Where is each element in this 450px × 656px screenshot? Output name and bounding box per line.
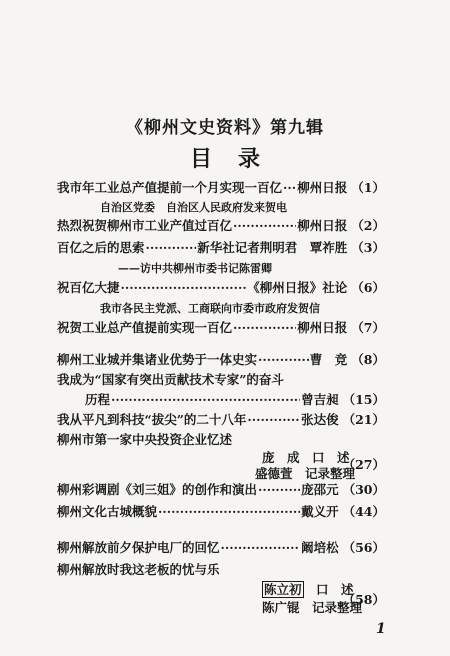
toc-entry[interactable] bbox=[57, 318, 385, 340]
entry-page: （8） bbox=[351, 352, 385, 367]
entry-author: 柳州日报 bbox=[297, 320, 348, 335]
entry-page: （21） bbox=[342, 412, 385, 427]
entry-title: 历程 bbox=[85, 392, 111, 407]
toc-entry[interactable] bbox=[57, 480, 385, 502]
leader-dots bbox=[146, 240, 197, 255]
leader-dots bbox=[258, 352, 309, 367]
entry-title: 柳州文化古城概貌 bbox=[57, 504, 158, 519]
entry-title: 我从平凡到科技“拔尖”的二十八年 bbox=[57, 412, 247, 427]
entry-title: 祝贺工业总产值提前实现一百亿 bbox=[57, 320, 233, 335]
entry-page: （58） bbox=[342, 592, 385, 607]
entry-page: （7） bbox=[351, 320, 385, 335]
boxed-name: 陈立初 bbox=[264, 582, 302, 597]
entry-author: 曹 竞 bbox=[309, 352, 348, 367]
entry-author: 阚培松 bbox=[301, 540, 339, 555]
toc-entry-line[interactable] bbox=[57, 370, 385, 392]
toc-entry[interactable] bbox=[57, 278, 385, 300]
entry-page: （2） bbox=[351, 218, 385, 233]
entry-page: （56） bbox=[342, 540, 385, 555]
leader-dots bbox=[233, 320, 296, 335]
toc-entry[interactable] bbox=[57, 350, 385, 372]
entry-title: 热烈祝贺柳州市工业产值过百亿 bbox=[57, 218, 233, 233]
entry-author: 柳州日报 bbox=[297, 180, 348, 195]
series-title: 《柳州文史资料》第九辑 bbox=[126, 118, 324, 138]
toc-title: 目录 bbox=[189, 146, 286, 172]
entry-page: （1） bbox=[351, 180, 385, 195]
entry-title: 我市年工业总产值提前一个月实现一百亿 bbox=[57, 180, 283, 195]
entry-title: 我成为“国家有突出贡献技术专家”的奋斗 bbox=[57, 372, 284, 387]
credit-role: 口 述 bbox=[303, 582, 354, 597]
toc-entry[interactable] bbox=[57, 178, 385, 200]
leader-dots bbox=[247, 412, 300, 427]
entry-author: 张达俊 bbox=[301, 412, 339, 427]
leader-dots bbox=[221, 540, 301, 555]
entry-author: 庞邵元 bbox=[301, 482, 339, 497]
entry-author: 柳州日报 bbox=[297, 218, 348, 233]
entry-author: 戴义开 bbox=[301, 504, 339, 519]
entry-title: 柳州解放前夕保护电厂的回忆 bbox=[57, 540, 220, 555]
entry-title: 柳州市第一家中央投资企业忆述 bbox=[57, 432, 233, 447]
entry-page: （30） bbox=[342, 482, 385, 497]
leader-dots bbox=[233, 218, 296, 233]
entry-title: 柳州解放时我这老板的忧与乐 bbox=[57, 562, 220, 577]
toc-entry[interactable] bbox=[57, 502, 385, 524]
entry-title: 祝百亿大捷 bbox=[57, 280, 120, 295]
toc-entry[interactable] bbox=[57, 216, 385, 238]
leader-dots bbox=[158, 504, 300, 519]
entry-note: 我市各民主党派、工商联向市委市政府发贺信 bbox=[100, 302, 320, 315]
leader-dots bbox=[258, 482, 300, 497]
toc-entry[interactable] bbox=[57, 538, 385, 560]
entry-note: 自治区党委 自治区人民政府发来贺电 bbox=[100, 201, 287, 214]
entry-title: 柳州工业城并集诸业优势于一体史实 bbox=[57, 352, 258, 367]
entry-author: 《柳州日报》社论 bbox=[247, 280, 348, 295]
entry-author: 曾吉昶 bbox=[301, 392, 339, 407]
entry-page: （6） bbox=[351, 280, 385, 295]
page-number: 1 bbox=[376, 621, 386, 637]
entry-page: （27） bbox=[342, 457, 385, 472]
entry-page: （3） bbox=[351, 240, 385, 255]
leader-dots bbox=[121, 280, 247, 295]
entry-page: （44） bbox=[342, 504, 385, 519]
entry-credit: 庞 成 口 述 bbox=[262, 450, 350, 465]
toc-entry[interactable] bbox=[57, 410, 385, 432]
leader-dots bbox=[111, 392, 300, 407]
toc-entry-line[interactable] bbox=[57, 560, 385, 582]
leader-dots bbox=[283, 180, 296, 195]
entry-title: 柳州彩调剧《刘三姐》的创作和演出 bbox=[57, 482, 258, 497]
entry-note: ——访中共柳州市委书记陈雷卿 bbox=[118, 262, 272, 275]
entry-credit bbox=[262, 580, 354, 598]
entry-page: （15） bbox=[342, 392, 385, 407]
toc-entry[interactable] bbox=[85, 390, 385, 412]
entry-credit: 陈广锟 记录整理 bbox=[262, 600, 363, 615]
entry-author: 新华社记者荆明君 覃祚胜 bbox=[197, 240, 348, 255]
entry-credit: 盛德萱 记录整理 bbox=[255, 466, 356, 481]
entry-title: 百亿之后的思索 bbox=[57, 240, 145, 255]
toc-entry[interactable] bbox=[57, 238, 385, 260]
